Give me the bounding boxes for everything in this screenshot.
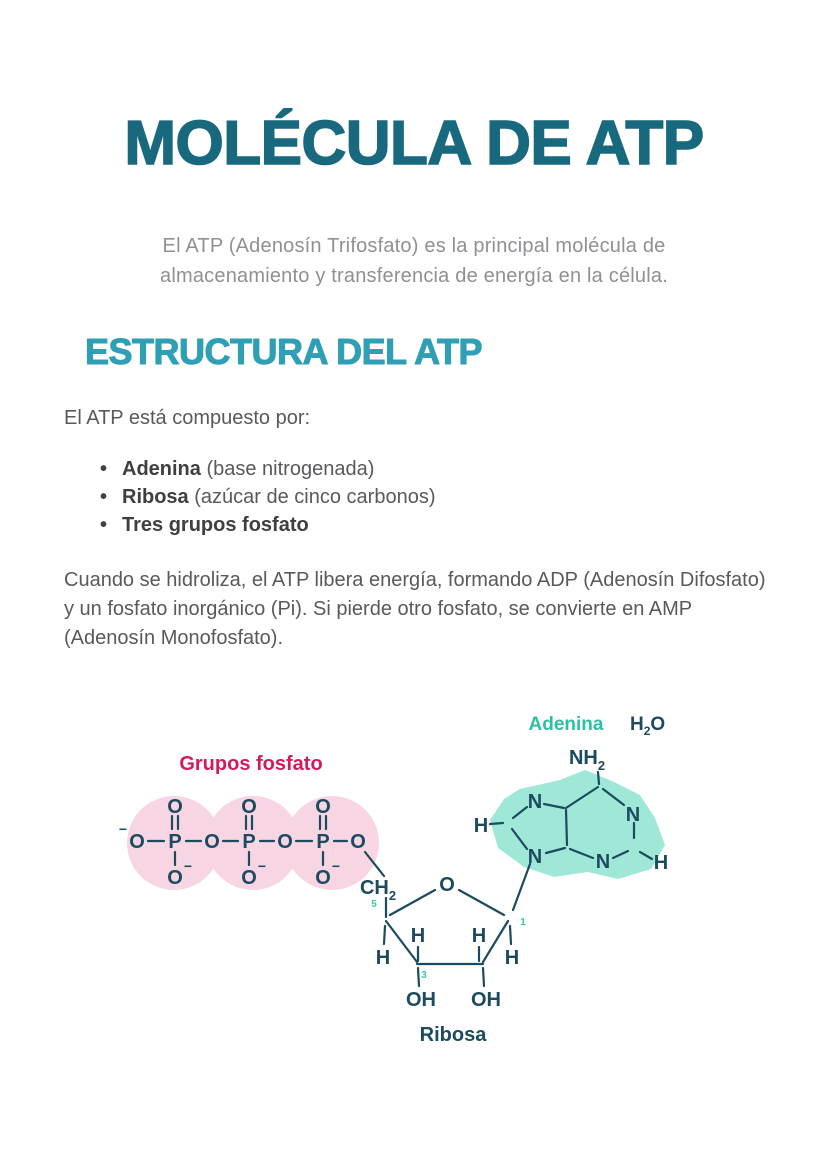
list-item-ribosa [100, 483, 435, 511]
atom-n1: N [625, 804, 641, 826]
minus-sign: − [257, 858, 267, 874]
ribose-label: Ribosa [419, 1024, 487, 1046]
carbon-number-1: 1 [520, 917, 526, 928]
hydroxyl-right: OH [471, 989, 501, 1011]
atom-o-below-2: O [241, 867, 257, 889]
carbon-number-3: 3 [421, 970, 427, 981]
atom-n9: N [527, 846, 543, 868]
atp-structure-diagram [100, 695, 700, 1065]
atom-p-2: P [242, 831, 256, 853]
atom-o-terminal: O [129, 831, 145, 853]
atom-p-1: P [168, 831, 182, 853]
carbon-number-5: 5 [371, 899, 377, 910]
atom-o-double-3: O [315, 796, 331, 818]
atom-o-double-1: O [167, 796, 183, 818]
ch2-group: $CH_2$ [359, 877, 397, 903]
atom-n3: N [595, 851, 611, 873]
atom-h-inner-left: H [410, 925, 426, 947]
composition-list [100, 455, 435, 539]
composition-lead: El ATP está compuesto por: [64, 407, 311, 429]
ribose-ring-lines [384, 890, 511, 986]
list-term: Ribosa [122, 486, 189, 508]
intro-paragraph: El ATP (Adenosín Trifosfato) es la principal molécula de almacenamiento y transferencia de energía en la célula. [160, 235, 668, 287]
atom-n7: N [527, 791, 543, 813]
atp-structure-svg [100, 695, 700, 1065]
phosphate-groups-label: Grupos fosfato [179, 753, 323, 775]
atom-o-ring: O [439, 874, 455, 896]
atom-h-c2: H [653, 852, 669, 874]
atom-o-double-2: O [241, 796, 257, 818]
atom-o-bridge-2: O [277, 831, 293, 853]
hydroxyl-left: OH [406, 989, 436, 1011]
adenine-label: Adenina [528, 714, 604, 735]
atom-o-below-1: O [167, 867, 183, 889]
water-label: $H_2O$ [630, 714, 666, 738]
minus-sign: − [118, 821, 128, 837]
atom-o-below-3: O [315, 867, 331, 889]
list-rest: (azúcar de cinco carbonos) [188, 486, 436, 508]
atom-h-inner-right: H [471, 925, 487, 947]
amine-group: $NH_2$ [568, 747, 606, 773]
atom-o-bridge-1: O [204, 831, 220, 853]
atom-p-3: P [316, 831, 330, 853]
hydrolysis-paragraph: Cuando se hidroliza, el ATP libera energía, formando ADP (Adenosín Difosfato) y un fosfato inorgánico (Pi). Si pierde otro fosfato, se convierte en AMP (Adenosín Monofosfato). [64, 569, 766, 649]
atom-h-outer-left: H [375, 947, 391, 969]
list-rest: (base nitrogenada) [200, 458, 375, 480]
minus-sign: − [183, 858, 193, 874]
list-term: Tres grupos fosfato [122, 514, 309, 536]
page-title: MOLÉCULA DE ATP [124, 109, 704, 178]
atom-h-c8: H [473, 815, 489, 837]
minus-sign: − [331, 858, 341, 874]
atom-o-ester: O [350, 831, 366, 853]
atom-h-outer-right: H [504, 947, 520, 969]
list-term: Adenina [122, 458, 201, 480]
list-item-adenina [100, 455, 435, 483]
section-heading: ESTRUCTURA DEL ATP [85, 331, 483, 372]
list-item-fosfato [100, 511, 435, 539]
